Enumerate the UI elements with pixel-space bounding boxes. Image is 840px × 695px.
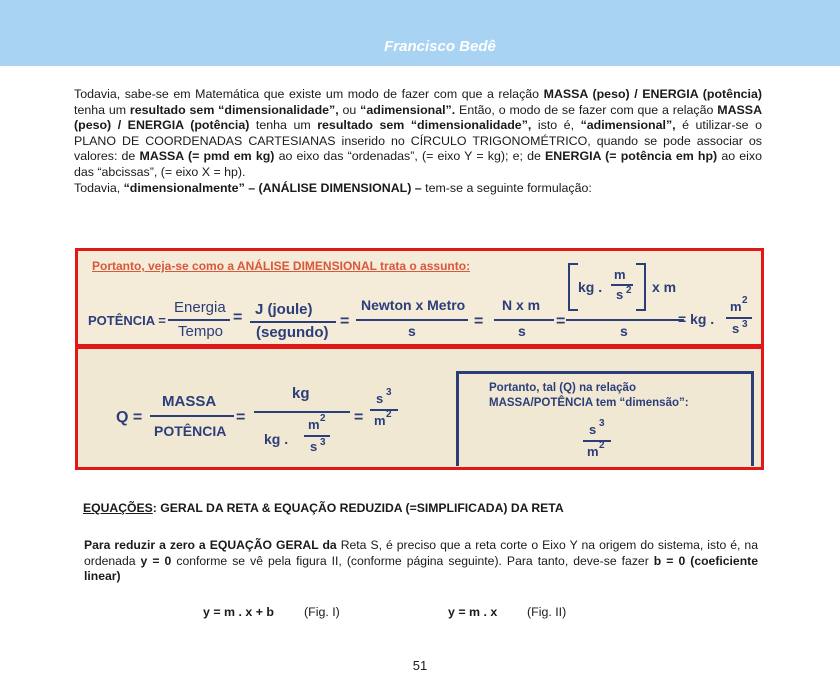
fraction-line xyxy=(254,411,350,413)
s-text: s xyxy=(620,323,628,339)
dimensional-analysis-figure xyxy=(75,248,764,470)
formula-general-fig: (Fig. I) xyxy=(304,605,340,619)
exponent: 3 xyxy=(742,319,748,330)
exponent: 3 xyxy=(320,437,326,448)
box-text-line2: MASSA/POTÊNCIA tem “dimensão”: xyxy=(489,397,689,409)
tempo-text: Tempo xyxy=(178,323,224,340)
m-text: m xyxy=(308,417,320,432)
formula-reduced: y = m . x xyxy=(448,605,498,619)
xm-text: x m xyxy=(652,279,677,295)
q-label: Q = xyxy=(116,409,143,426)
fraction-line xyxy=(150,415,234,417)
fraction-line xyxy=(168,319,230,321)
exponent: 2 xyxy=(599,440,605,451)
m-text: m xyxy=(614,267,626,282)
exponent: 2 xyxy=(320,413,326,424)
section-heading: EQUAÇÕES: GERAL DA RETA & EQUAÇÃO REDUZIDA (=SIMPLIFICADA) DA RETA xyxy=(83,501,564,515)
s-text: s xyxy=(310,439,318,454)
equals-sign: = xyxy=(556,313,566,330)
fraction-line xyxy=(356,319,468,321)
power-formula-panel xyxy=(75,248,764,347)
potencia-label: POTÊNCIA = xyxy=(88,313,166,328)
equals-sign: = xyxy=(474,313,484,330)
reduction-paragraph: Para reduzir a zero a EQUAÇÃO GERAL da Reta S, é preciso que a reta corte o Eixo Y na origem do sistema, isto é, na ordenada y = 0 conforme se vê pela figura II, (conforme página seguinte). Para tanto, deve-se fazer b = 0 (coeficiente linear) xyxy=(84,538,758,584)
m-text: m xyxy=(730,299,742,314)
s-text: s xyxy=(518,323,526,339)
exponent: 3 xyxy=(599,418,605,429)
joule-text: J (joule) xyxy=(255,301,313,318)
equals-sign: = xyxy=(236,409,246,426)
page-header xyxy=(0,0,840,66)
fraction-line xyxy=(726,317,752,319)
s-text: s xyxy=(376,391,384,406)
equals-sign: = xyxy=(340,313,350,330)
page-number: 51 xyxy=(412,658,428,673)
massa-text: MASSA xyxy=(162,393,217,410)
bracket-left xyxy=(568,263,578,311)
segundo-text: (segundo) xyxy=(256,324,329,341)
fraction-line xyxy=(304,435,330,437)
s-text: s xyxy=(732,321,740,336)
exponent: 2 xyxy=(742,295,748,306)
nxm-text: N x m xyxy=(502,297,541,313)
m-text: m xyxy=(374,413,386,428)
dimension-box xyxy=(456,371,754,466)
s-text: s xyxy=(408,323,416,339)
fraction-line xyxy=(583,440,611,442)
energia-text: Energia xyxy=(174,299,226,316)
s-text: s xyxy=(616,287,624,302)
figure-title: Portanto, veja-se como a ANÁLISE DIMENSIONAL trata o assunto: xyxy=(92,259,471,273)
formula-reduced-fig: (Fig. II) xyxy=(527,605,567,619)
fraction-line xyxy=(370,409,398,411)
potencia-text: POTÊNCIA xyxy=(154,423,227,439)
s-text: s xyxy=(589,422,597,437)
fraction-line xyxy=(566,319,684,321)
fraction-line xyxy=(250,321,336,323)
kg-text: kg xyxy=(292,385,310,402)
q-formula-panel xyxy=(75,346,764,470)
exponent: 3 xyxy=(386,387,392,398)
equals-sign: = xyxy=(354,409,364,426)
m-text: m xyxy=(587,444,599,459)
equals-sign: = xyxy=(233,309,243,326)
exponent: 2 xyxy=(386,409,392,420)
fraction-line xyxy=(494,319,554,321)
intro-paragraph: Todavia, sabe-se em Matemática que existe um modo de fazer com que a relação MASSA (peso) / ENERGIA (potência) tenha um resultado sem “dimensionalidade”, ou “adimensional”. Então, o modo de se fazer com que a relação MASSA (peso) / ENERGIA (potência) tenha um resultado sem “dimensionalidade”, isto é, “adimensional”, é utilizar-se o PLANO DE COORDENADAS CARTESIANAS inserido no CÍRCULO TRIGONOMÉTRICO, quando se pode associar os valores: de MASSA (= pmd em kg) ao eixo das “ordenadas”, (= eixo Y = kg); e; de ENERGIA (= potência em hp) ao eixo das “abcissas”, (= eixo X = hp). Todavia, “dimensionalmente” – (ANÁLISE DIMENSIONAL) – tem-se a seguinte formulação: xyxy=(74,87,763,195)
bracket-right xyxy=(636,263,646,311)
newton-metro-text: Newton x Metro xyxy=(361,297,466,313)
exponent: 2 xyxy=(626,285,632,296)
kg-result-text: = kg . xyxy=(678,311,715,327)
kg-dot-text: kg . xyxy=(264,431,289,447)
formula-general: y = m . x + b xyxy=(203,605,274,619)
author-name: Francisco Bedê xyxy=(384,38,496,55)
box-text-line1: Portanto, tal (Q) na relação xyxy=(489,382,636,394)
kg-dot-text: kg . xyxy=(578,279,603,295)
